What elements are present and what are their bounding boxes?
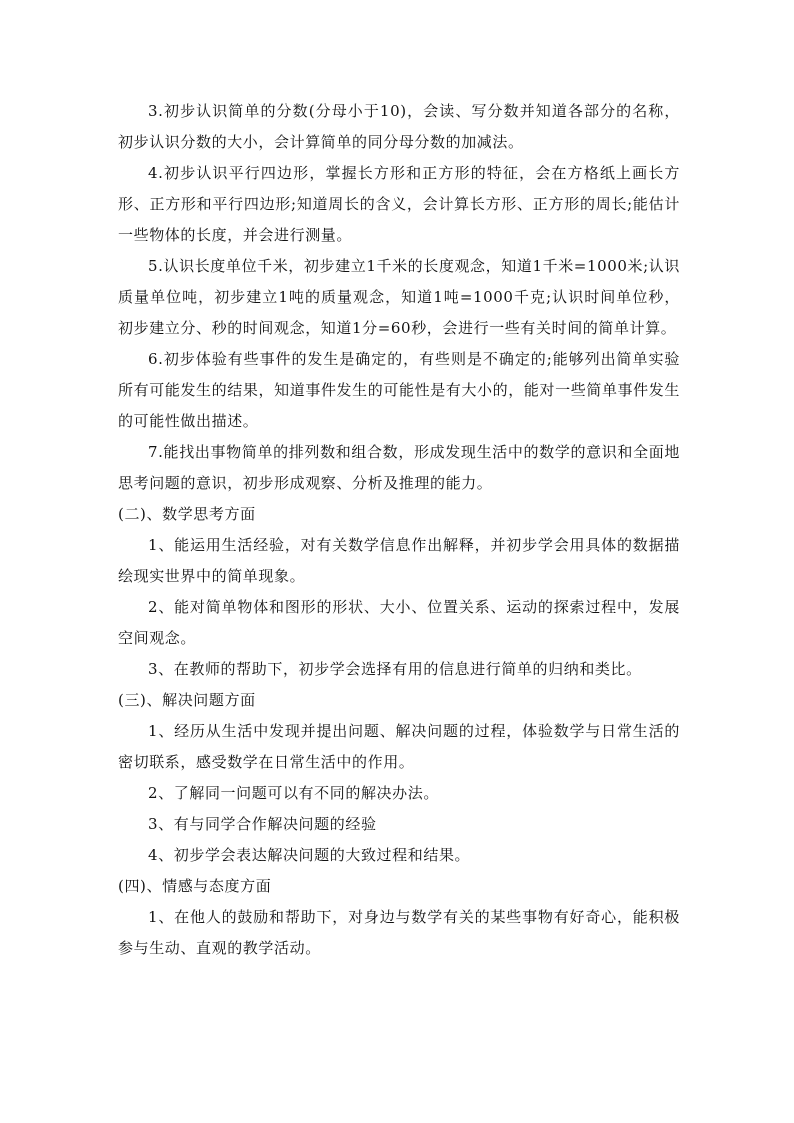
- list-item: 3、在教师的帮助下，初步学会选择有用的信息进行简单的归纳和类比。: [148, 660, 642, 678]
- paragraph-probability: 6.初步体验有些事件的发生是确定的，有些则是不确定的;能够列出简单实验所有可能发生的结果，知道事件发生的可能性是有大小的，能对一些简单事件发生的可能性做出描述。: [118, 350, 680, 430]
- list-item: 1、经历从生活中发现并提出问题、解决问题的过程，体验数学与日常生活的密切联系，感受数学在日常生活中的作用。: [118, 722, 680, 771]
- list-item: 1、在他人的鼓励和帮助下，对身边与数学有关的某些事物有好奇心，能积极参与生动、直观的教学活动。: [118, 908, 680, 957]
- paragraph-shapes: 4.初步认识平行四边形，掌握长方形和正方形的特征，会在方格纸上画长方形、正方形和平行四边形;知道周长的含义，会计算长方形、正方形的周长;能估计一些物体的长度，并会进行测量。: [118, 164, 680, 244]
- list-item: 4、初步学会表达解决问题的大致过程和结果。: [148, 846, 471, 864]
- list-item: 2、了解同一问题可以有不同的解决办法。: [148, 784, 439, 802]
- paragraph-units: 5.认识长度单位千米，初步建立1千米的长度观念，知道1千米=1000米;认识质量单位吨，初步建立1吨的质量观念，知道1吨=1000千克;认识时间单位秒，初步建立分、秒的时间观念，知道1分=60秒，会进行一些有关时间的简单计算。: [118, 257, 680, 337]
- section-heading-problem-solving: (三)、解决问题方面: [118, 691, 256, 709]
- section-heading-emotion-attitude: (四)、情感与态度方面: [118, 877, 272, 895]
- list-item: 3、有与同学合作解决问题的经验: [148, 815, 377, 833]
- list-item: 2、能对简单物体和图形的形状、大小、位置关系、运动的探索过程中，发展空间观念。: [118, 598, 680, 647]
- section-heading-math-thinking: (二)、数学思考方面: [118, 505, 256, 523]
- list-item: 1、能运用生活经验，对有关数学信息作出解释，并初步学会用具体的数据描绘现实世界中的简单现象。: [118, 536, 680, 585]
- document-body: [118, 96, 680, 964]
- paragraph-combinations: 7.能找出事物简单的排列数和组合数，形成发现生活中的数学的意识和全面地思考问题的意识，初步形成观察、分析及推理的能力。: [118, 443, 680, 492]
- paragraph-fractions: 3.初步认识简单的分数(分母小于10)，会读、写分数并知道各部分的名称，初步认识分数的大小，会计算简单的同分母分数的加减法。: [118, 102, 680, 151]
